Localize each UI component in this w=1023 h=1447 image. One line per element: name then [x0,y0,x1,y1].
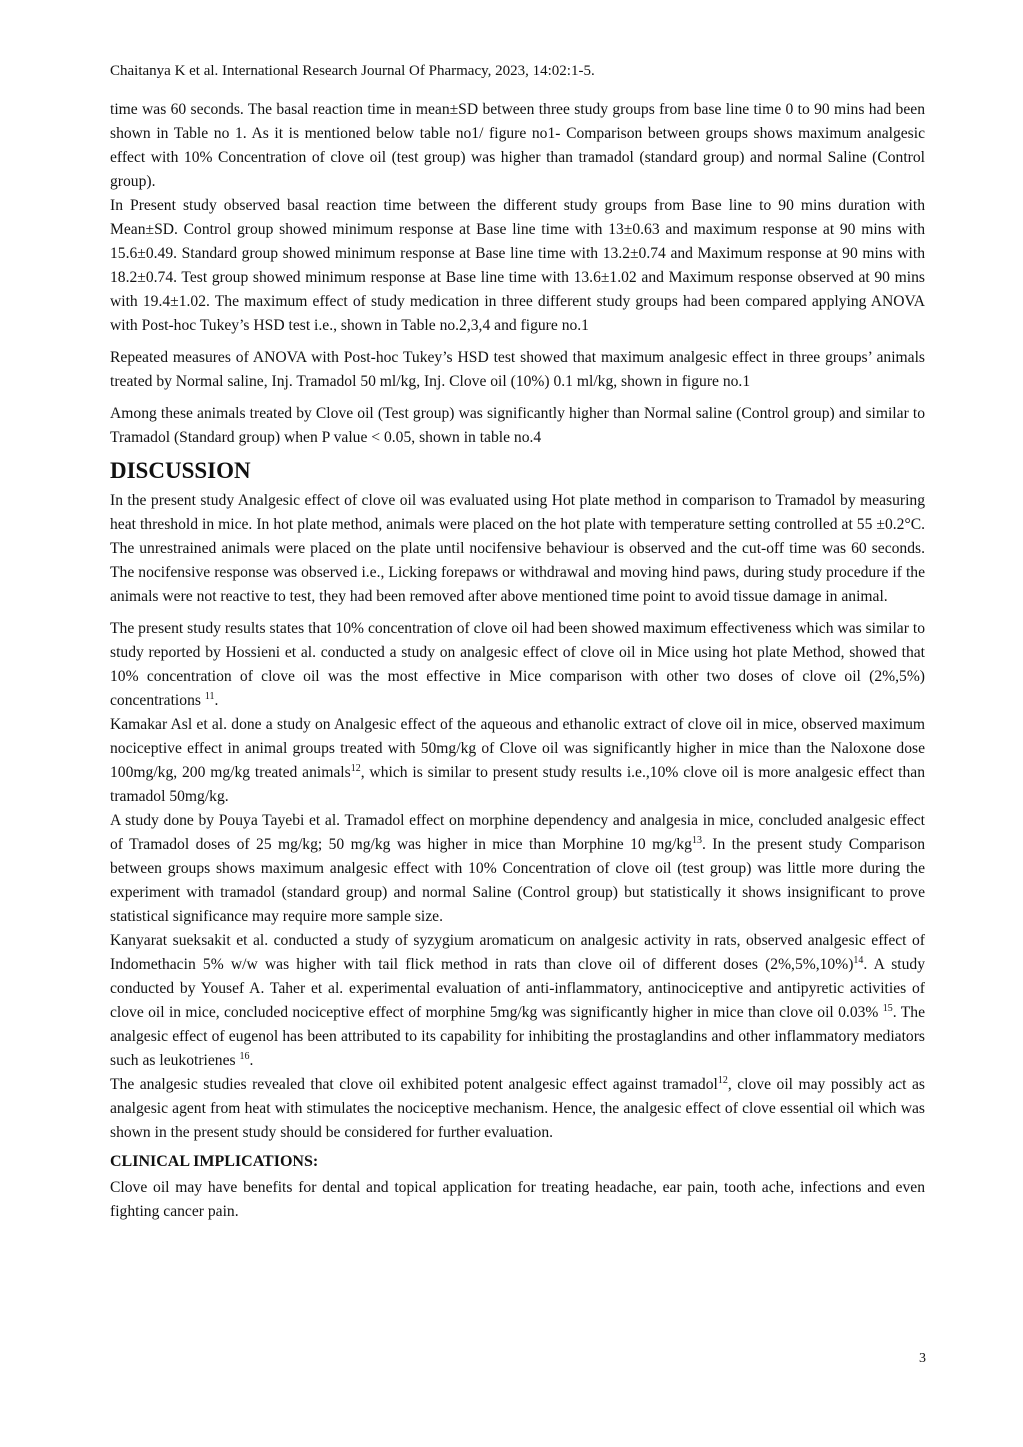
discussion-paragraph-6 [110,1073,925,1145]
citation-12: 12 [350,762,361,774]
results-paragraph-3: Repeated measures of ANOVA with Post-hoc Tukey’s HSD test showed that maximum analgesic effect in three groups’ animals treated by Normal saline, Inj. Tramadol 50 ml/kg, Inj. Clove oil (10%) 0.1 ml/kg, shown in figure no.1 [110,349,925,390]
discussion-text-2a-end: . [214,692,219,709]
discussion-paragraph-2 [110,617,925,713]
results-paragraph-2: In Present study observed basal reaction time between the different study groups from Base line to 90 mins duration with Mean±SD. Control group showed minimum response at Base line time with 13±0.63 and maximum response at 90 mins with 15.6±0.49. Standard group showed minimum response at Base line time with 13.2±0.74 and Maximum response at 90 mins with 18.2±0.74. Test group showed minimum response at Base line time with 13.6±1.02 and Maximum response observed at 90 mins with 19.4±1.02. The maximum effect of study medication in three different study groups had been compared applying ANOVA with Post-hoc Tukey’s HSD test i.e., shown in Table no.2,3,4 and figure no.1 [110,197,925,334]
discussion-text-2d: Kanyarat sueksakit et al. conducted a study of syzygium aromaticum on analgesic activity in rats, observed analgesic effect of Indomethacin 5% w/w was higher with tail flick method in rats than clove oil of different doses (2%,5%,10%) [110,932,925,973]
results-paragraph-4: Among these animals treated by Clove oil (Test group) was significantly higher than Normal saline (Control group) and similar to Tramadol (Standard group) when P value < 0.05, shown in table no.4 [110,405,925,446]
body-text [110,98,925,1224]
citation-11: 11 [204,690,215,702]
running-header: Chaitanya K et al. International Research Journal Of Pharmacy, 2023, 14:02:1-5. [110,63,595,79]
discussion-paragraph-5 [110,929,925,1073]
discussion-paragraph-1: In the present study Analgesic effect of clove oil was evaluated using Hot plate method in comparison to Tramadol by measuring heat threshold in mice. In hot plate method, animals were placed on the hot plate with temperature setting controlled at 55 ±0.2°C. The unrestrained animals were placed on the plate until nocifensive behaviour is observed and the cut-off time was 60 seconds. The nocifensive response was observed i.e., Licking forepaws or withdrawal and moving hind paws, during study procedure if the animals were not reactive to test, they had been removed after above mentioned time point to avoid tissue damage in animal. [110,492,925,605]
citation-15: 15 [882,1002,893,1014]
discussion-paragraph-4 [110,809,925,929]
discussion-heading: DISCUSSION [110,458,251,483]
results-paragraph-1: time was 60 seconds. The basal reaction time in mean±SD between three study groups from base line time 0 to 90 mins had been shown in Table no 1. As it is mentioned below table no1/ figure no1- Comparison between groups shows maximum analgesic effect with 10% Concentration of clove oil (test group) was higher than tramadol (standard group) and normal Saline (Control group). [110,101,925,190]
clinical-implications-paragraph: Clove oil may have benefits for dental and topical application for treating headache, ear pain, tooth ache, infections and even fighting cancer pain. [110,1179,925,1220]
citation-12b: 12 [717,1074,728,1086]
discussion-text-2c-end: . In the present study Comparison between groups shows maximum analgesic effect with 10% Concentration of clove oil (test group) was little more during the experiment with tramadol (standard group) and normal Saline (Control group) but statistically it shows insignificant to prove statistical significance may require more sample size. [110,836,925,925]
discussion-text-2d-end: . [249,1052,254,1069]
discussion-text-2a: The present study results states that 10% concentration of clove oil had been showed maximum effectiveness which was similar to study reported by Hossieni et al. conducted a study on analgesic effect of clove oil in Mice using hot plate Method, showed that 10% concentration of clove oil was the most effective in Mice comparison with other two doses of clove oil (2%,5%) concentrations [110,620,925,709]
discussion-text-2c: A study done by Pouya Tayebi et al. Tramadol effect on morphine dependency and analgesia in mice, concluded analgesic effect of Tramadol doses of 25 mg/kg; 50 mg/kg was higher in mice than Morphine 10 mg/kg [110,812,925,853]
discussion-text-2b-end: , which is similar to present study results i.e.,10% clove oil is more analgesic effect than tramadol 50mg/kg. [110,764,925,805]
discussion-text-2e: The analgesic studies revealed that clove oil exhibited potent analgesic effect against tramadol [110,1076,718,1093]
citation-16: 16 [239,1050,250,1062]
discussion-text-2b: Kamakar Asl et al. done a study on Analgesic effect of the aqueous and ethanolic extract of clove oil in mice, observed maximum nociceptive effect in animal groups treated with 50mg/kg of Clove oil was significantly higher in mice than the Naloxone dose 100mg/kg, 200 mg/kg treated animals [110,716,925,781]
citation-13: 13 [691,834,702,846]
discussion-text-2d-mid2: . The analgesic effect of eugenol has been attributed to its capability for inhibiting the prostaglandins and other inflammatory mediators such as leukotrienes [110,1004,925,1069]
clinical-implications-heading: CLINICAL IMPLICATIONS: [110,1153,319,1170]
discussion-text-2d-mid: . A study conducted by Yousef A. Taher et al. experimental evaluation of anti-inflammatory, antinociceptive and antipyretic activities of clove oil in mice, concluded nociceptive effect of morphine 5mg/kg was significantly higher in mice than clove oil 0.03% [110,956,925,1021]
discussion-text-2e-end: , clove oil may possibly act as analgesic agent from heat with stimulates the nociceptive mechanism. Hence, the analgesic effect of clove essential oil which was shown in the present study should be considered for further evaluation. [110,1076,925,1141]
citation-14: 14 [853,954,864,966]
discussion-paragraph-3 [110,713,925,809]
page-number: 3 [919,1351,926,1366]
